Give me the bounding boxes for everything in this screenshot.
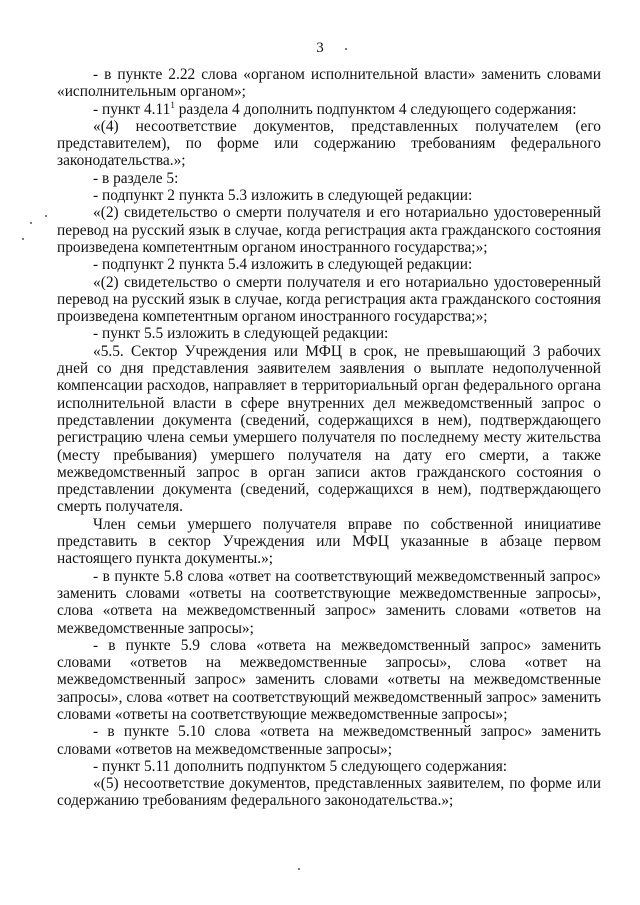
paragraph: Член семьи умершего получателя вправе по собственной инициативе представить в сектор Учреждения или МФЦ указанные в абзаце первом настоящего пункта документы.»; xyxy=(57,515,601,568)
page-number: 3 xyxy=(316,40,324,56)
paragraph: «(2) свидетельство о смерти получателя и его нотариально удостоверенный перевод на русский язык в случае, когда регистрация акта гражданского состояния произведена компетентным органом иностранного государства;»; xyxy=(57,273,601,326)
scan-speck xyxy=(298,868,300,870)
scan-speck xyxy=(45,215,47,217)
paragraph: - в разделе 5: xyxy=(93,169,179,187)
paragraph: - подпункт 2 пункта 5.4 изложить в следующей редакции: xyxy=(93,256,473,274)
paragraph: - в пункте 5.8 слова «ответ на соответствующий межведомственный запрос» заменить словами «ответы на соответствующие межведомственные запросы», слова «ответа на межведомственный запрос» заменить словами «ответов на межведомственные запросы»; xyxy=(57,567,601,637)
paragraph: - пункт 5.11 дополнить подпунктом 5 следующего содержания: xyxy=(93,757,508,775)
scan-speck xyxy=(345,48,347,50)
paragraph-text: раздела 4 дополнить подпунктом 4 следующего содержания: xyxy=(174,100,577,118)
document-body xyxy=(57,66,601,810)
paragraph: «(5) несоответствие документов, представленных заявителем, по форме или содержанию требованиям федерального законодательства.»; xyxy=(57,775,601,810)
paragraph: - в пункте 5.10 слова «ответа на межведомственный запрос» заменить словами «ответов на межведомственные запросы»; xyxy=(57,723,601,758)
paragraph: - в пункте 5.9 слова «ответа на межведомственный запрос» заменить словами «ответов на межведомственные запросы», слова «ответ на межведомственный запрос» заменить словами «ответы на межведомственные запросы», слова «ответ на соответствующий межведомственный запрос» заменить словами «ответы на соответствующие межведомственные запросы»; xyxy=(57,636,601,723)
paragraph xyxy=(57,101,601,118)
paragraph: - подпункт 2 пункта 5.3 изложить в следующей редакции: xyxy=(93,187,473,205)
paragraph-text: - пункт 4.11 xyxy=(93,100,171,118)
scan-speck xyxy=(22,238,24,240)
paragraph: «5.5. Сектор Учреждения или МФЦ в срок, не превышающий 3 рабочих дней со дня представления заявителем заявления о выплате недополученной компенсации расходов, направляет в территориальный орган федерального органа исполнительной власти в сфере внутренних дел межведомственный запрос о представлении документа (сведений, содержащихся в нем), подтверждающего регистрацию члена семьи умершего получателя по последнему месту жительства (месту пребывания) умершего получателя на дату его смерти, а также межведомственный запрос в орган записи актов гражданского состояния о представлении документа (сведений, содержащихся в нем), подтверждающего смерть получателя. xyxy=(57,342,601,516)
paragraph: «(2) свидетельство о смерти получателя и его нотариально удостоверенный перевод на русский язык в случае, когда регистрация акта гражданского состояния произведена компетентным органом иностранного государства;»; xyxy=(57,204,601,256)
paragraph: «(4) несоответствие документов, представленных получателем (его представителем), по форме или содержанию требованиям федерального законодательства.»; xyxy=(57,117,601,170)
superscript: 1 xyxy=(170,99,175,110)
scan-speck xyxy=(30,222,32,224)
paragraph: - в пункте 2.22 слова «органом исполнительной власти» заменить словами «исполнительным органом»; xyxy=(57,66,601,101)
paragraph: - пункт 5.5 изложить в следующей редакции: xyxy=(93,325,389,343)
